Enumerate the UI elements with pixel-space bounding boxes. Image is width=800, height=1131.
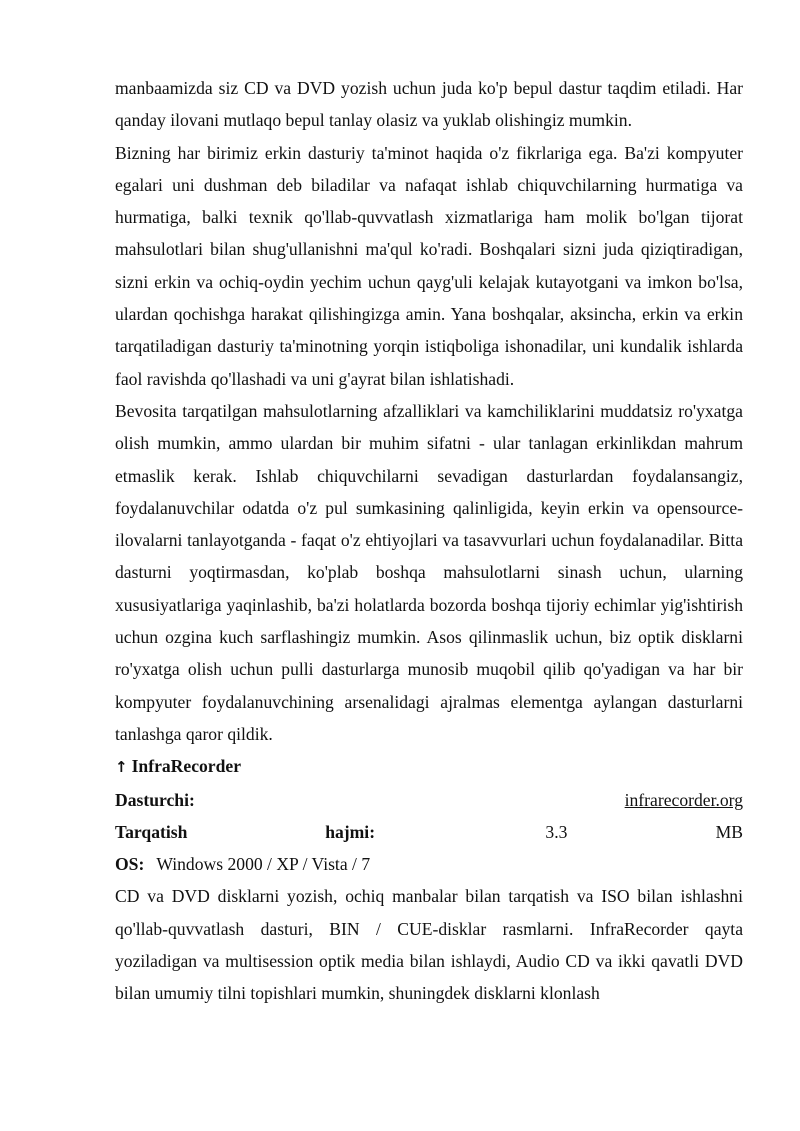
os-row [115, 848, 743, 880]
size-row [115, 816, 743, 848]
size-label-part2: hajmi: [325, 821, 376, 842]
paragraph-freeware: Bevosita tarqatilgan mahsulotlarning afzalliklari va kamchiliklarini muddatsiz ro'yxatga olish mumkin, ammo ulardan bir muhim sifatni - ular tanlagan erkinlikdan mahrum etmaslik kerak. Ishlab chiquvchilarni sevadigan dasturlardan foydalansangiz, foydalanuvchilar odatda o'z pul sumkasining qalinligida, keyin erkin va opensource-ilovalarni tanlayotganda - faqat o'z ehtiyojlari va tasavvurlari uchun foydalanadilar. Bitta dasturni yoqtirmasdan, ko'plab boshqa mahsulotlarni sinash uchun, ularning xususiyatlariga yaqinlashib, ba'zi holatlarda bozorda boshqa tijoriy echimlar yig'ishtirish uchun ozgina kuch sarflashingiz mumkin. Asos qilinmaslik uchun, biz optik disklarni ro'yxatga olish uchun pulli dasturlarga munosib muqobil qilib qo'yadigan va har bir kompyuter foydalanuvchining arsenalidagi ajralmas elementga aylangan dasturlarni tanlashga qaror qildik. [115, 400, 743, 744]
developer-row [115, 784, 743, 816]
document-page [115, 72, 743, 1010]
os-value: Windows 2000 / XP / Vista / 7 [156, 854, 371, 875]
paragraph-intro: manbaamizda siz CD va DVD yozish uchun juda ko'p bepul dastur taqdim etiladi. Har qanday ilovani mutlaqo bepul tanlay olasiz va yuklab olishingiz mumkin. [115, 78, 743, 131]
size-value: 3.3 [545, 821, 568, 842]
os-label: OS: [115, 854, 145, 875]
program-title: InfraRecorder [131, 756, 242, 777]
program-description: CD va DVD disklarni yozish, ochiq manbalar bilan tarqatish va ISO bilan ishlashni qo'llab-quvvatlash dasturi, BIN / CUE-disklar rasmlarni. InfraRecorder qayta yoziladigan va multisession optik media bilan ishlaydi, Audio CD va ikki qavatli DVD bilan umumiy tilni topishlari mumkin, shuningdek disklarni klonlash [115, 886, 743, 1004]
program-heading [115, 750, 743, 783]
developer-link[interactable]: infrarecorder.org [624, 789, 743, 810]
paragraph-opinions: Bizning har birimiz erkin dasturiy ta'minot haqida o'z fikrlariga ega. Ba'zi kompyuter egalari uni dushman deb biladilar va nafaqat ishlab chiquvchilarning hurmatiga va hurmatiga, balki texnik qo'llab-quvvatlash xizmatlariga ham molik bo'lgan tijorat mahsulotlari bilan shug'ullanishni ma'qul ko'radi. Boshqalari sizni juda qiziqtiradigan, sizni erkin va ochiq-oydin yechim uchun qayg'uli kelajak kutayotgani va imkon bo'lsa, ulardan qochishga harakat qilishingizga amin. Yana boshqalar, aksincha, erkin va erkin tarqatiladigan dasturiy ta'minotning yorqin istiqboliga ishonadilar, uni kundalik ishlarda faol ravishda qo'llashadi va uni g'ayrat bilan ishlatishadi. [115, 142, 743, 389]
size-unit: MB [715, 821, 743, 842]
size-label-part1: Tarqatish [115, 821, 188, 842]
up-arrow-icon: ↑ [115, 758, 128, 777]
developer-label: Dasturchi: [115, 789, 195, 810]
